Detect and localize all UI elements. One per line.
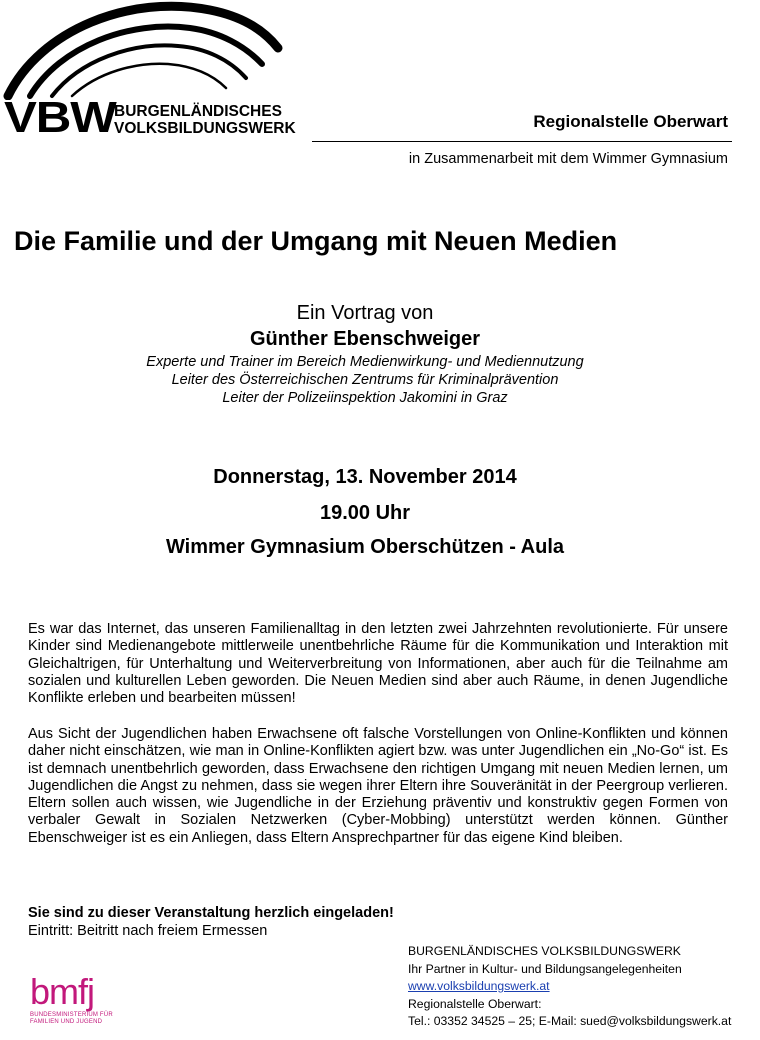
bmfj-logo-letters: bmfj [30,971,95,1012]
vbw-logo-line1: BURGENLÄNDISCHES [114,103,282,120]
speaker-role-3: Leiter der Polizeiinspektion Jakomini in Graz [222,390,508,406]
bmfj-line2: FAMILIEN UND JUGEND [30,1019,103,1025]
vbw-logo-letters: VBW [4,93,116,142]
vbw-logo-arcs-icon [0,0,300,100]
entry-fee-text: Eintritt: Beitritt nach freiem Ermessen [28,923,268,939]
website-link[interactable]: www.volksbildungswerk.at [408,979,550,994]
event-time: 19.00 Uhr [319,502,411,524]
description-paragraph-2: Aus Sicht der Jugendlichen haben Erwachsene oft falsche Vorstellungen von Online-Konflikten und können daher nicht einschätzen, wie man in Online-Konflikten agiert bzw. was unter Jugendlichen ein „No-Go“ ist. Es ist demnach unentbehrlich geworden, dass Erwachsene den richtigen Umgang mit neuen Medien lernen, um Jugendlichen die Angst zu nehmen, dass sie wegen ihrer Eltern ihre Souveränität in der Peergroup verlieren. Eltern sollen auch wissen, wie Jugendliche in der Erziehung präventiv und konstruktiv gegen Formen von verbaler Gewalt in Sozialen Netzwerken (Cyber-Mobbing) unterstützt werden können. Günther Ebenschweiger ist es ein Anliegen, dass Eltern Ansprechpartner für das eigene Kind bleiben. [28,726,728,846]
footer-tagline: Ihr Partner in Kultur- und Bildungsangelegenheiten [408,961,682,976]
footer-contact-line: Tel.: 03352 34525 – 25; E-Mail: sued@volksbildungswerk.at [408,1014,732,1029]
bmfj-logo-icon [30,968,130,1012]
invitation-text: Sie sind zu dieser Veranstaltung herzlich eingeladen! [28,905,394,921]
speaker-role-1: Experte und Trainer im Bereich Medienwirkung- und Mediennutzung [146,354,584,370]
lecture-intro: Ein Vortrag von [296,302,434,324]
bmfj-line1: BUNDESMINISTERIUM FÜR [30,1012,113,1018]
footer-office: Regionalstelle Oberwart: [408,996,542,1011]
speaker-role-2: Leiter des Österreichischen Zentrums für Kriminalprävention [171,372,559,388]
event-date: Donnerstag, 13. November 2014 [213,466,517,488]
event-location: Wimmer Gymnasium Oberschützen - Aula [165,536,565,558]
footer-org: BURGENLÄNDISCHES VOLKSBILDUNGSWERK [408,944,681,958]
vbw-logo-line2: VOLKSBILDUNGSWERK [114,120,296,137]
footer-contact [408,943,731,1031]
description-paragraph-1: Es war das Internet, das unseren Familienalltag in den letzten zwei Jahrzehnten revolutionierte. Für unsere Kinder sind Medienangebote mittlerweile unentbehrliche Räume für die Kommunikation und Interaktion mit Gleichaltrigen, für Unterhaltung und Weiterverbreitung von Informationen, aber auch für die Teilnahme am sozialen und kulturellen Leben geworden. Die Neuen Medien sind aber auch Räume, in denen Jugendliche Konflikte erleben und bearbeiten müssen! [28,621,728,707]
region-office: Regionalstelle Oberwart [533,112,728,131]
event-title: Die Familie und der Umgang mit Neuen Medien [14,226,618,256]
bmfj-ministry-name [30,1012,113,1026]
speaker-name: Günther Ebenschweiger [249,328,481,350]
header-divider [312,141,732,142]
cooperation-note: in Zusammenarbeit mit dem Wimmer Gymnasium [408,151,728,167]
